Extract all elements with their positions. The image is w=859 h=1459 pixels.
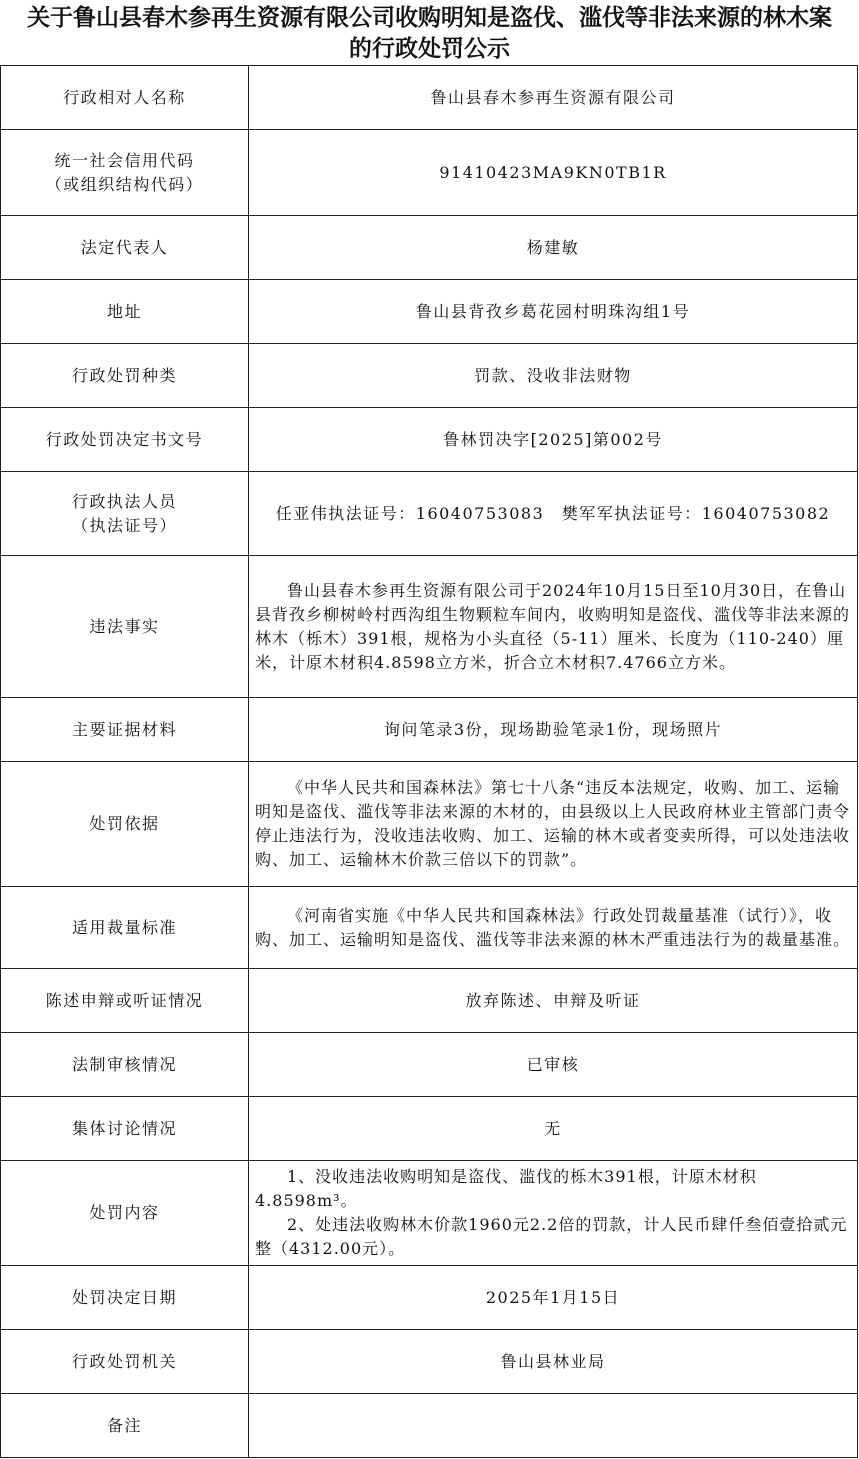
defense-value: 放弃陈述、申辩及听证: [249, 969, 858, 1033]
standard-text: 《河南省实施《中华人民共和国森林法》行政处罚裁量基准（试行）》，收购、加工、运输明知是盗伐、滥伐等非法来源的林木严重违法行为的裁量基准。: [255, 905, 851, 949]
content-item-1: 1、没收违法收购明知是盗伐、滥伐的栎木391根，计原木材积4.8598m³。: [255, 1167, 757, 1210]
table-row: [1, 1161, 858, 1266]
remarks-label: 备注: [1, 1394, 249, 1458]
address-label: 地址: [1, 280, 249, 344]
evidence-label: 主要证据材料: [1, 698, 249, 762]
remarks-value: [249, 1394, 858, 1458]
defense-label: 陈述申辩或听证情况: [1, 969, 249, 1033]
facts-value: [249, 556, 858, 698]
officers-label: [1, 472, 249, 556]
penalty-table: [0, 65, 858, 1458]
table-row: [1, 762, 858, 887]
table-row: [1, 1394, 858, 1458]
page-title-line1: 关于鲁山县春木参再生资源有限公司收购明知是盗伐、滥伐等非法来源的林木案: [27, 4, 832, 31]
legal-review-label: 法制审核情况: [1, 1033, 249, 1097]
decision-no-label: 行政处罚决定书文号: [1, 408, 249, 472]
evidence-value: 询问笔录3份，现场勘验笔录1份，现场照片: [249, 698, 858, 762]
page-title: [0, 0, 859, 65]
collective-value: 无: [249, 1097, 858, 1161]
basis-label: 处罚依据: [1, 762, 249, 887]
decision-date-label: 处罚决定日期: [1, 1266, 249, 1330]
officers-label-line1: 行政执法人员: [71, 491, 177, 511]
standard-label: 适用裁量标准: [1, 887, 249, 969]
credit-code-label-line2: （或组织结构代码）: [45, 174, 204, 194]
content-item-2: 2、处违法收购林木价款1960元2.2倍的罚款，计人民币肆仟叁佰壹拾贰元整（4312.00元）。: [255, 1215, 848, 1258]
table-row: [1, 130, 858, 216]
table-row: [1, 1097, 858, 1161]
table-row: [1, 1330, 858, 1394]
decision-date-value: 2025年1月15日: [249, 1266, 858, 1330]
basis-text: 《中华人民共和国森林法》第七十八条“违反本法规定，收购、加工、运输明知是盗伐、滥伐等非法来源的木材的，由县级以上人民政府林业主管部门责令停止违法行为，没收违法收购、加工、运输的林木或者变卖所得，可以处违法收购、加工、运输林木价款三倍以下的罚款”。: [255, 778, 851, 869]
penalty-type-label: 行政处罚种类: [1, 344, 249, 408]
table-row: [1, 887, 858, 969]
content-label: 处罚内容: [1, 1161, 249, 1266]
officers-value: 任亚伟执法证号：16040753083 樊军军执法证号：16040753082: [249, 472, 858, 556]
basis-value: [249, 762, 858, 887]
legal-review-value: 已审核: [249, 1033, 858, 1097]
table-row: [1, 216, 858, 280]
authority-value: 鲁山县林业局: [249, 1330, 858, 1394]
table-row: [1, 969, 858, 1033]
page-title-line2: 的行政处罚公示: [349, 35, 510, 62]
content-value: [249, 1161, 858, 1266]
credit-code-label-line1: 统一社会信用代码: [54, 150, 195, 170]
table-row: [1, 66, 858, 130]
table-row: [1, 280, 858, 344]
authority-label: 行政处罚机关: [1, 1330, 249, 1394]
address-value: 鲁山县背孜乡葛花园村明珠沟组1号: [249, 280, 858, 344]
standard-value: [249, 887, 858, 969]
table-row: [1, 698, 858, 762]
decision-no-value: 鲁林罚决字[2025]第002号: [249, 408, 858, 472]
facts-text: 鲁山县春木参再生资源有限公司于2024年10月15日至10月30日，在鲁山县背孜乡柳树岭村西沟组生物颗粒车间内，收购明知是盗伐、滥伐等非法来源的林木（栎木）391根，规格为小头直径（5-11）厘米、长度为（110-240）厘米，计原木材积4.8598立方米，折合立木材积7.4766立方米。: [255, 580, 851, 672]
table-row: [1, 556, 858, 698]
table-row: [1, 344, 858, 408]
legal-rep-label: 法定代表人: [1, 216, 249, 280]
credit-code-label: [1, 130, 249, 216]
legal-rep-value: 杨建敏: [249, 216, 858, 280]
table-row: [1, 472, 858, 556]
table-row: [1, 408, 858, 472]
facts-label: 违法事实: [1, 556, 249, 698]
table-row: [1, 1033, 858, 1097]
collective-label: 集体讨论情况: [1, 1097, 249, 1161]
party-name-label: 行政相对人名称: [1, 66, 249, 130]
credit-code-value: 91410423MA9KN0TB1R: [249, 130, 858, 216]
officers-label-line2: （执法证号）: [71, 515, 177, 535]
table-row: [1, 1266, 858, 1330]
party-name-value: 鲁山县春木参再生资源有限公司: [249, 66, 858, 130]
penalty-type-value: 罚款、没收非法财物: [249, 344, 858, 408]
